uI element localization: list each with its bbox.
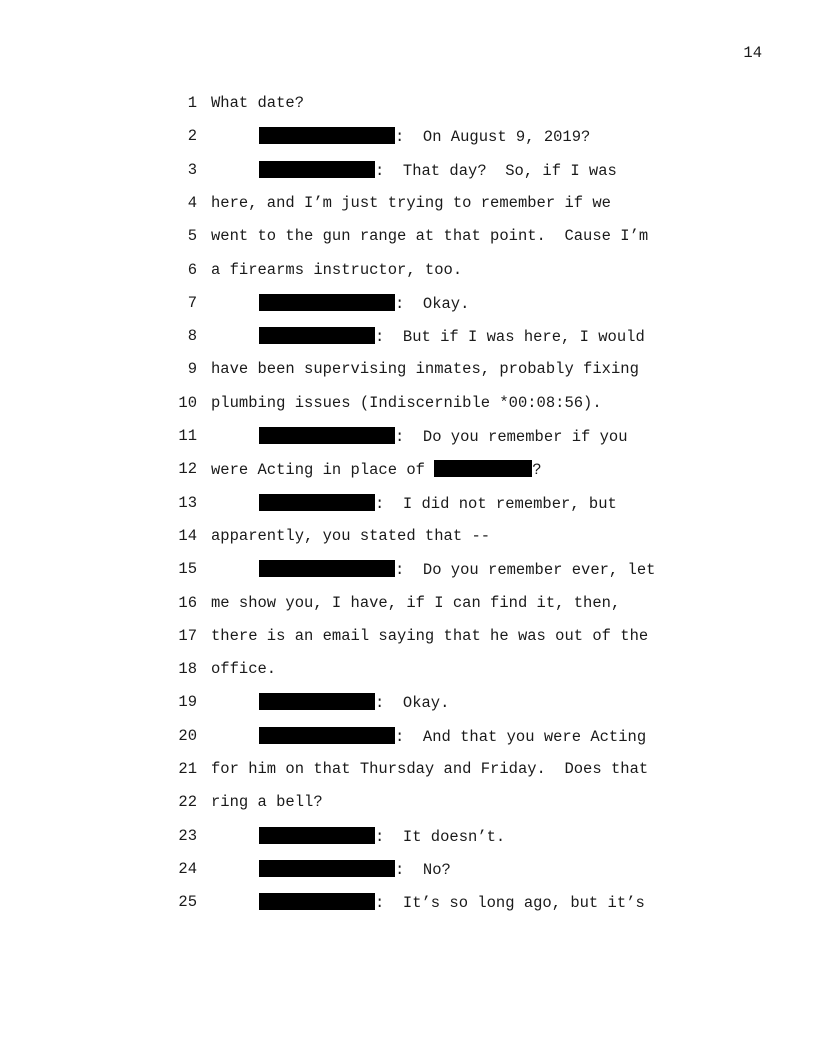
line-text	[211, 194, 611, 212]
line-number: 23	[178, 826, 197, 845]
line-text-content: here, and I’m just trying to remember if we	[211, 193, 611, 212]
line-text-content: : Okay.	[375, 694, 450, 713]
line-text-content: : That day? So, if I was	[375, 161, 617, 180]
line-text	[259, 827, 505, 846]
line-text	[259, 560, 655, 579]
redacted-speaker-name	[259, 127, 395, 144]
line-number: 24	[178, 859, 197, 878]
line-text-content: ring a bell?	[211, 793, 323, 812]
line-text-content: were Acting in place of	[211, 461, 435, 480]
line-text	[211, 793, 323, 811]
redacted-speaker-name	[259, 294, 395, 311]
line-text-content: plumbing issues (Indiscernible *00:08:56).	[211, 393, 602, 412]
line-text-content: a firearms instructor, too.	[211, 260, 463, 279]
line-number: 9	[187, 360, 197, 379]
redacted-speaker-name	[259, 494, 375, 511]
redacted-speaker-name	[259, 327, 375, 344]
line-number: 22	[178, 793, 197, 812]
line-text	[211, 360, 639, 378]
line-text	[259, 294, 469, 313]
line-text	[211, 760, 648, 778]
redacted-speaker-name	[259, 161, 375, 178]
line-number: 17	[178, 626, 197, 645]
line-text-content: went to the gun range at that point. Cause I’m	[211, 227, 649, 246]
line-number: 3	[187, 160, 197, 179]
redacted-name	[434, 460, 532, 477]
line-text	[211, 394, 602, 412]
line-number: 20	[178, 726, 197, 745]
redacted-speaker-name	[259, 893, 375, 910]
line-text-content: : Okay.	[395, 294, 470, 313]
line-number: 13	[178, 493, 197, 512]
line-text-content: : It doesn’t.	[375, 827, 506, 846]
line-text	[259, 161, 617, 180]
redacted-speaker-name	[259, 827, 375, 844]
line-text-content: me show you, I have, if I can find it, then,	[211, 593, 621, 612]
line-text-content: office.	[211, 660, 277, 679]
redacted-speaker-name	[259, 560, 395, 577]
line-text-content: : I did not remember, but	[375, 494, 617, 513]
line-number: 12	[178, 460, 197, 479]
line-text-content: What date?	[211, 94, 305, 112]
line-text-after: ?	[532, 461, 542, 480]
line-text-content: there is an email saying that he was out of the	[211, 626, 649, 645]
line-number: 18	[178, 660, 197, 679]
line-number: 14	[178, 526, 197, 545]
line-text	[211, 660, 276, 678]
line-number: 4	[187, 193, 197, 212]
line-text-content: : On August 9, 2019?	[395, 128, 591, 147]
line-text-content: : But if I was here, I would	[375, 328, 645, 347]
line-number: 8	[187, 327, 197, 346]
line-text	[259, 427, 628, 446]
line-text	[259, 860, 451, 879]
line-number: 11	[178, 427, 197, 445]
line-text	[259, 727, 646, 746]
line-text	[211, 594, 620, 612]
line-text-content: : Do you remember ever, let	[395, 561, 656, 580]
line-text	[211, 261, 462, 279]
line-number: 16	[178, 593, 197, 612]
line-text	[259, 893, 645, 912]
line-text	[211, 227, 648, 245]
line-text	[259, 693, 449, 712]
line-text	[259, 494, 617, 513]
line-text-content: : No?	[395, 860, 451, 879]
redacted-speaker-name	[259, 860, 395, 877]
redacted-speaker-name	[259, 727, 395, 744]
line-number: 2	[187, 127, 197, 146]
line-number: 7	[187, 293, 197, 312]
line-text	[211, 627, 648, 645]
redacted-speaker-name	[259, 693, 375, 710]
line-number: 5	[187, 227, 197, 246]
line-number: 6	[187, 260, 197, 279]
page-number: 14	[743, 44, 762, 62]
line-text-content: have been supervising inmates, probably fixing	[211, 360, 639, 379]
line-text-content: : Do you remember if you	[395, 428, 628, 446]
line-text-content: : It’s so long ago, but it’s	[375, 894, 645, 913]
line-text-content: for him on that Thursday and Friday. Does that	[211, 760, 649, 778]
line-text-content: : And that you were Acting	[395, 727, 647, 746]
line-number: 25	[178, 893, 197, 912]
redacted-speaker-name	[259, 427, 395, 444]
line-text	[211, 527, 490, 545]
line-number: 21	[178, 760, 197, 778]
line-text	[211, 94, 304, 112]
line-text	[259, 127, 590, 146]
line-number: 19	[178, 693, 197, 712]
line-text-content: apparently, you stated that --	[211, 526, 491, 545]
line-number: 10	[178, 393, 197, 412]
line-text	[211, 460, 542, 479]
line-number: 1	[187, 94, 197, 112]
line-number: 15	[178, 560, 197, 579]
line-text	[259, 327, 645, 346]
